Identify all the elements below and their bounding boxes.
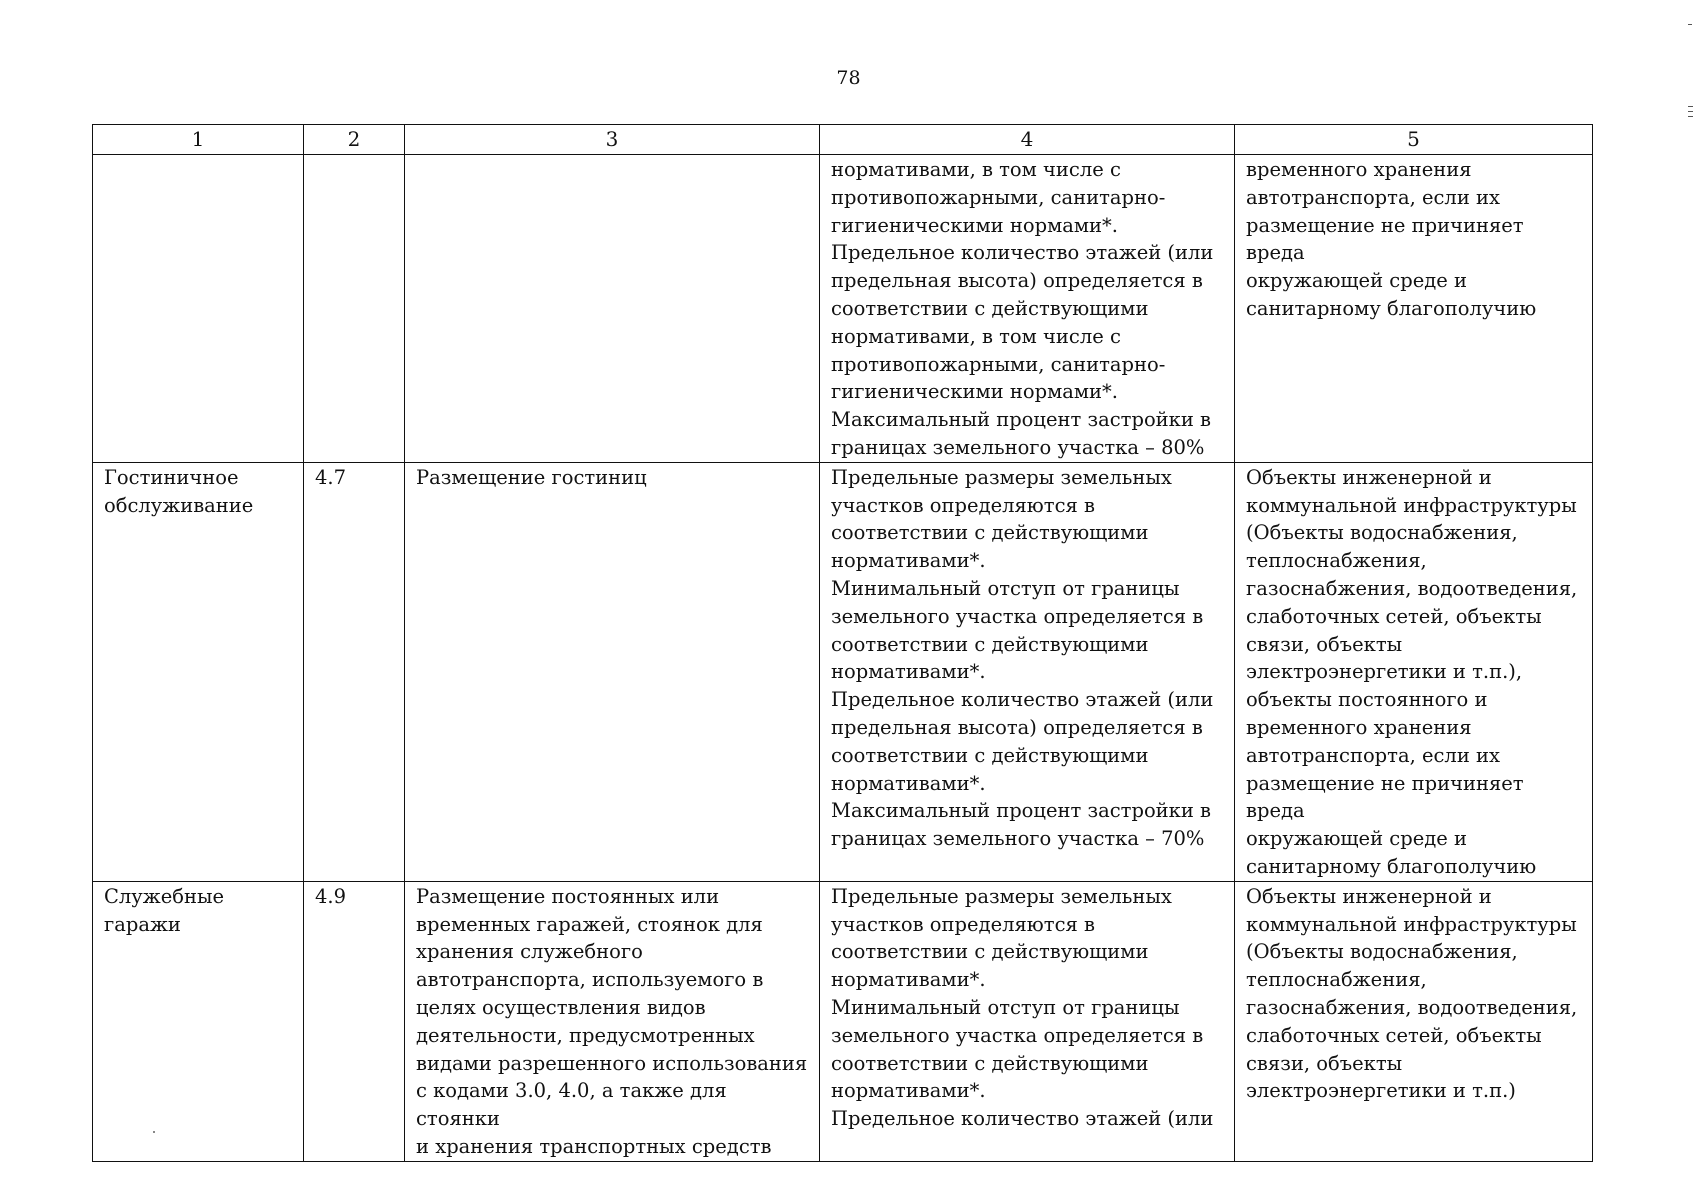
table-row <box>93 462 1593 881</box>
cell-name: Служебные гаражи <box>93 881 304 1161</box>
cell-code: 4.7 <box>304 462 405 881</box>
cell-name <box>93 155 304 463</box>
header-cell-2: 2 <box>304 125 405 155</box>
header-cell-3: 3 <box>405 125 820 155</box>
scan-edge-mark <box>1688 111 1693 112</box>
cell-auxiliary: временного хранения автотранспорта, если их размещение не причиняет вреда окружающей среде и санитарному благополучию <box>1235 155 1593 463</box>
table-row <box>93 881 1593 1161</box>
cell-description: Размещение постоянных или временных гаражей, стоянок для хранения служебного автотранспорта, используемого в целях осуществления видов деятельности, предусмотренных видами разрешенного использования с кодами 3.0, 4.0, а также для стоянки и хранения транспортных средств <box>405 881 820 1161</box>
cell-parameters: нормативами, в том числе с противопожарными, санитарно- гигиеническими нормами*. Предельное количество этажей (или предельная высота) определяется в соответствии с действующими нормативами, в том числе с противопожарными, санитарно- гигиеническими нормами*. Максимальный процент застройки в границах земельного участка – 80% <box>820 155 1235 463</box>
cell-code: 4.9 <box>304 881 405 1161</box>
cell-description: Размещение гостиниц <box>405 462 820 881</box>
scan-speck <box>153 1131 155 1133</box>
table-row <box>93 155 1593 463</box>
header-cell-4: 4 <box>820 125 1235 155</box>
scan-edge-mark <box>1688 106 1693 107</box>
cell-parameters: Предельные размеры земельных участков определяются в соответствии с действующими нормативами*. Минимальный отступ от границы земельного участка определяется в соответствии с действующими нормативами*. Предельное количество этажей (или предельная высота) определяется в соответствии с действующими нормативами*. Максимальный процент застройки в границах земельного участка – 70% <box>820 462 1235 881</box>
scan-edge-mark <box>1688 24 1692 25</box>
page-number: 78 <box>836 67 861 89</box>
zoning-table <box>92 124 1593 1162</box>
header-row <box>93 125 1593 155</box>
cell-auxiliary: Объекты инженерной и коммунальной инфраструктуры (Объекты водоснабжения, теплоснабжения, газоснабжения, водоотведения, слаботочных сетей, объекты связи, объекты электроэнергетики и т.п.) <box>1235 881 1593 1161</box>
scan-edge-mark <box>1688 116 1693 117</box>
cell-name: Гостиничное обслуживание <box>93 462 304 881</box>
header-cell-1: 1 <box>93 125 304 155</box>
cell-parameters: Предельные размеры земельных участков определяются в соответствии с действующими нормативами*. Минимальный отступ от границы земельного участка определяется в соответствии с действующими нормативами*. Предельное количество этажей (или <box>820 881 1235 1161</box>
cell-code <box>304 155 405 463</box>
header-cell-5: 5 <box>1235 125 1593 155</box>
cell-description <box>405 155 820 463</box>
cell-auxiliary: Объекты инженерной и коммунальной инфраструктуры (Объекты водоснабжения, теплоснабжения, газоснабжения, водоотведения, слаботочных сетей, объекты связи, объекты электроэнергетики и т.п.), объекты постоянного и временного хранения автотранспорта, если их размещение не причиняет вреда окружающей среде и санитарному благополучию <box>1235 462 1593 881</box>
